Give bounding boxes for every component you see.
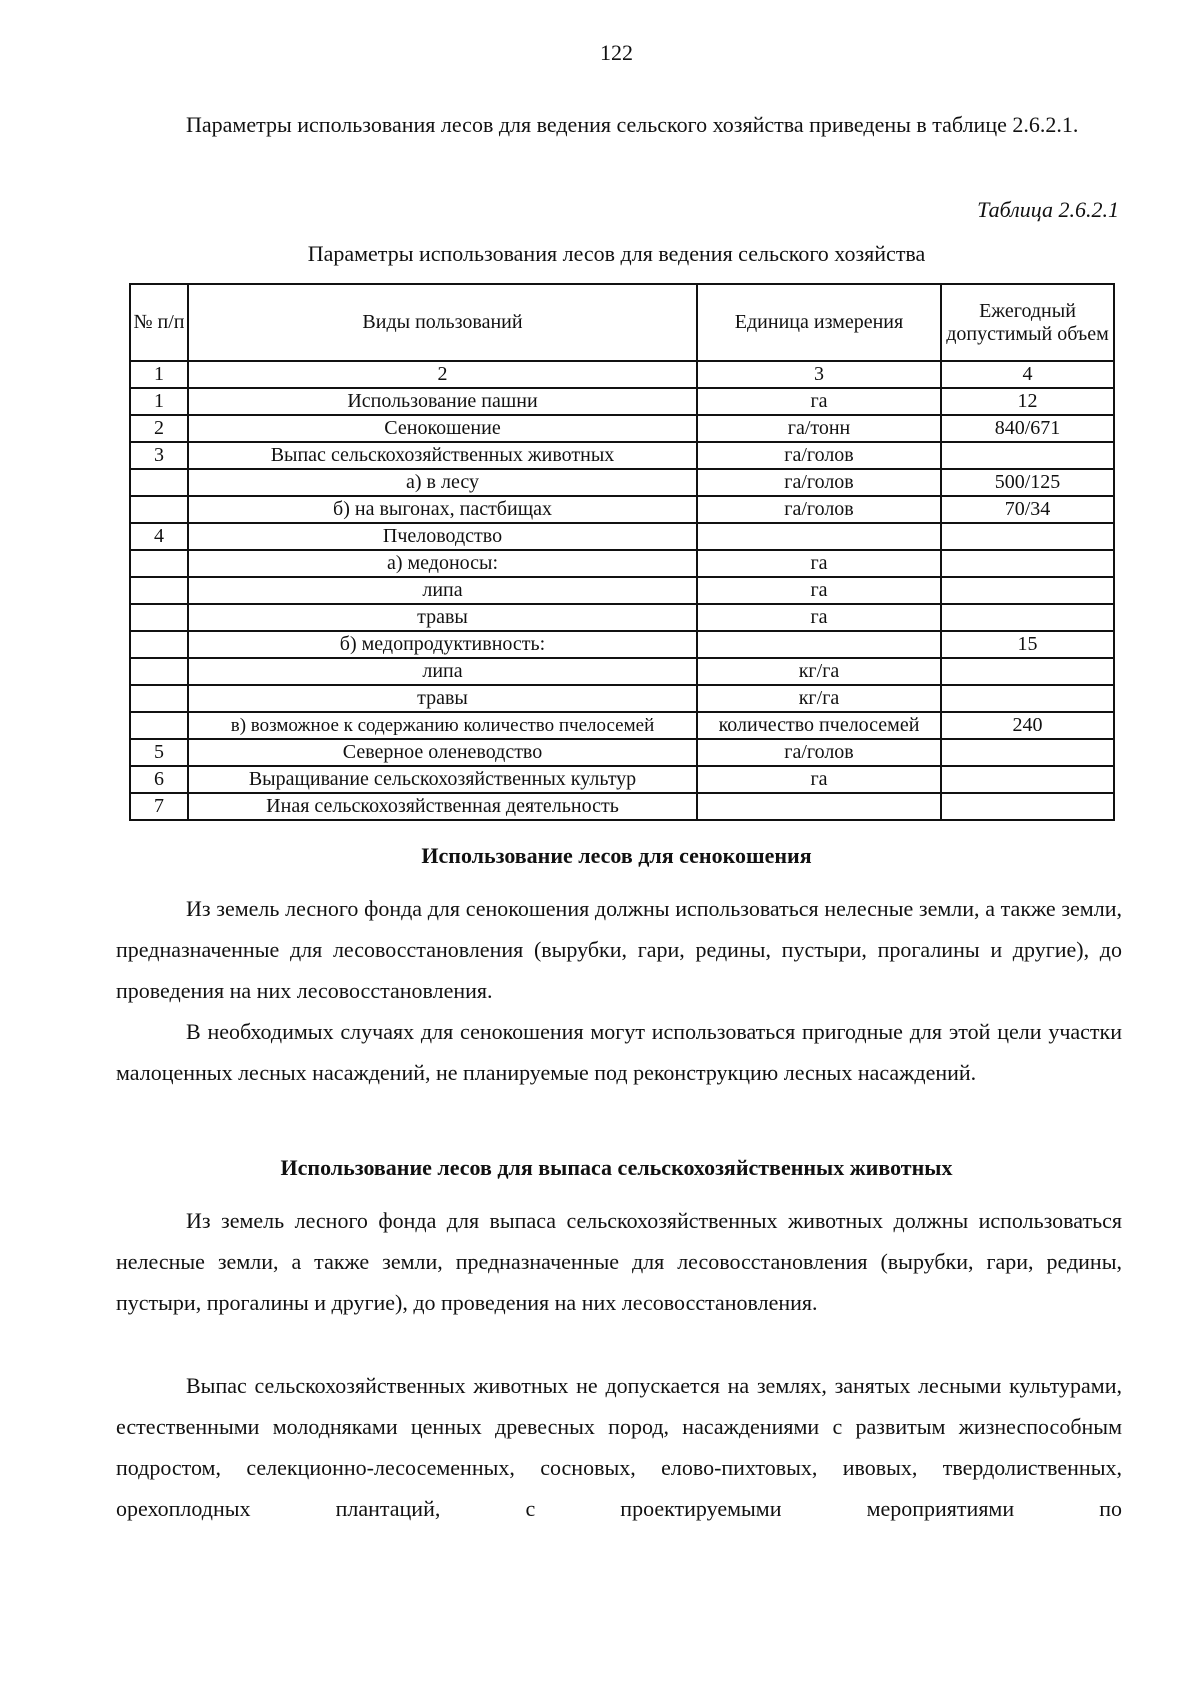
- table-row: [130, 793, 1114, 820]
- cell-number: [130, 496, 188, 523]
- cell-volume: [941, 658, 1114, 685]
- cell-usage-type: Сенокошение: [188, 415, 697, 442]
- paragraph-haymaking-2: В необходимых случаях для сенокошения могут использоваться пригодные для этой цели участки малоценных лесных насаждений, не планируемые под реконструкцию лесных насаждений.: [116, 1019, 1122, 1085]
- cell-volume: 840/671: [941, 415, 1114, 442]
- cell-number: 3: [130, 442, 188, 469]
- table-row: [130, 577, 1114, 604]
- cell-unit: га: [697, 604, 941, 631]
- intro-paragraph: Параметры использования лесов для ведения сельского хозяйства приведены в таблице 2.6.2.1.: [186, 112, 1079, 137]
- cell-volume: 4: [941, 361, 1114, 388]
- cell-number: 1: [130, 388, 188, 415]
- table-row: [130, 442, 1114, 469]
- section-heading-grazing: Использование лесов для выпаса сельскохозяйственных животных: [280, 1155, 953, 1180]
- cell-number: [130, 631, 188, 658]
- cell-unit: 3: [697, 361, 941, 388]
- cell-usage-type: Использование пашни: [188, 388, 697, 415]
- cell-number: [130, 577, 188, 604]
- cell-volume: [941, 739, 1114, 766]
- cell-volume: 240: [941, 712, 1114, 739]
- cell-usage-type: травы: [188, 604, 697, 631]
- table-row: [130, 469, 1114, 496]
- cell-usage-type: Пчеловодство: [188, 523, 697, 550]
- table-row: [130, 685, 1114, 712]
- cell-unit: [697, 523, 941, 550]
- section-heading-haymaking: Использование лесов для сенокошения: [421, 843, 812, 868]
- cell-number: [130, 469, 188, 496]
- table-row: [130, 550, 1114, 577]
- table-row: [130, 631, 1114, 658]
- table-row: [130, 361, 1114, 388]
- cell-unit: га/тонн: [697, 415, 941, 442]
- cell-usage-type: Выпас сельскохозяйственных животных: [188, 442, 697, 469]
- cell-unit: [697, 793, 941, 820]
- cell-volume: [941, 685, 1114, 712]
- cell-volume: [941, 442, 1114, 469]
- page-number: 122: [600, 40, 633, 65]
- table-row: [130, 739, 1114, 766]
- cell-volume: [941, 550, 1114, 577]
- cell-usage-type: Иная сельскохозяйственная деятельность: [188, 793, 697, 820]
- cell-volume: [941, 793, 1114, 820]
- cell-number: [130, 685, 188, 712]
- cell-usage-type: а) медоносы:: [188, 550, 697, 577]
- table-row: [130, 523, 1114, 550]
- cell-volume: 12: [941, 388, 1114, 415]
- cell-usage-type: травы: [188, 685, 697, 712]
- cell-usage-type: Выращивание сельскохозяйственных культур: [188, 766, 697, 793]
- cell-volume: [941, 766, 1114, 793]
- cell-unit: кг/га: [697, 658, 941, 685]
- cell-usage-type: липа: [188, 577, 697, 604]
- cell-usage-type: а) в лесу: [188, 469, 697, 496]
- cell-number: 2: [130, 415, 188, 442]
- cell-volume: [941, 604, 1114, 631]
- cell-unit: [697, 631, 941, 658]
- cell-volume: 15: [941, 631, 1114, 658]
- cell-unit: кг/га: [697, 685, 941, 712]
- cell-usage-type: б) на выгонах, пастбищах: [188, 496, 697, 523]
- header-number: № п/п: [130, 284, 188, 361]
- cell-unit: га: [697, 388, 941, 415]
- paragraph-grazing-2: Выпас сельскохозяйственных животных не допускается на землях, занятых лесными культурами, естественными молодняками ценных древесных пород, насаждениями с развитым жизнеспособным подростом, селекционно-лесосеменных, сосновых, елово-пихтовых, ивовых, твердолиственных, орехоплодных плантаций, с проектируемыми мероприятиями по: [116, 1373, 1122, 1521]
- cell-volume: [941, 577, 1114, 604]
- cell-number: [130, 604, 188, 631]
- cell-number: [130, 658, 188, 685]
- cell-number: 5: [130, 739, 188, 766]
- table-row: [130, 604, 1114, 631]
- header-usage-type: Виды пользований: [188, 284, 697, 361]
- cell-unit: га: [697, 766, 941, 793]
- cell-unit: га/голов: [697, 442, 941, 469]
- cell-usage-type: 2: [188, 361, 697, 388]
- cell-unit: га/голов: [697, 496, 941, 523]
- cell-number: [130, 712, 188, 739]
- cell-number: 4: [130, 523, 188, 550]
- table-row: [130, 766, 1114, 793]
- table-row: [130, 658, 1114, 685]
- cell-volume: 500/125: [941, 469, 1114, 496]
- cell-volume: [941, 523, 1114, 550]
- cell-usage-type: в) возможное к содержанию количество пчелосемей: [188, 712, 697, 739]
- table-title: Параметры использования лесов для ведения сельского хозяйства: [307, 241, 926, 266]
- cell-unit: га/голов: [697, 469, 941, 496]
- table-row: [130, 388, 1114, 415]
- cell-number: [130, 550, 188, 577]
- cell-volume: 70/34: [941, 496, 1114, 523]
- cell-number: 1: [130, 361, 188, 388]
- cell-unit: га: [697, 577, 941, 604]
- header-annual-volume: Ежегодный допустимый объем: [941, 284, 1114, 361]
- cell-usage-type: Северное оленеводство: [188, 739, 697, 766]
- table-row: [130, 712, 1114, 739]
- table-row: [130, 415, 1114, 442]
- cell-usage-type: липа: [188, 658, 697, 685]
- cell-unit: га/голов: [697, 739, 941, 766]
- cell-number: 7: [130, 793, 188, 820]
- paragraph-haymaking-1: Из земель лесного фонда для сенокошения должны использоваться нелесные земли, а также земли, предназначенные для лесовосстановления (вырубки, гари, редины, пустыри, прогалины и другие), до проведения на них лесовосстановления.: [116, 896, 1122, 1003]
- paragraph-grazing-1: Из земель лесного фонда для выпаса сельскохозяйственных животных должны использоваться нелесные земли, а также земли, предназначенные для лесовосстановления (вырубки, гари, редины, пустыри, прогалины и другие), до проведения на них лесовосстановления.: [116, 1208, 1122, 1315]
- cell-unit: количество пчелосемей: [697, 712, 941, 739]
- table-label: Таблица 2.6.2.1: [977, 197, 1119, 222]
- cell-usage-type: б) медопродуктивность:: [188, 631, 697, 658]
- cell-number: 6: [130, 766, 188, 793]
- header-unit: Единица измерения: [697, 284, 941, 361]
- parameters-table: [129, 283, 1115, 821]
- cell-unit: га: [697, 550, 941, 577]
- table-row: [130, 496, 1114, 523]
- table-header-row: [130, 284, 1114, 361]
